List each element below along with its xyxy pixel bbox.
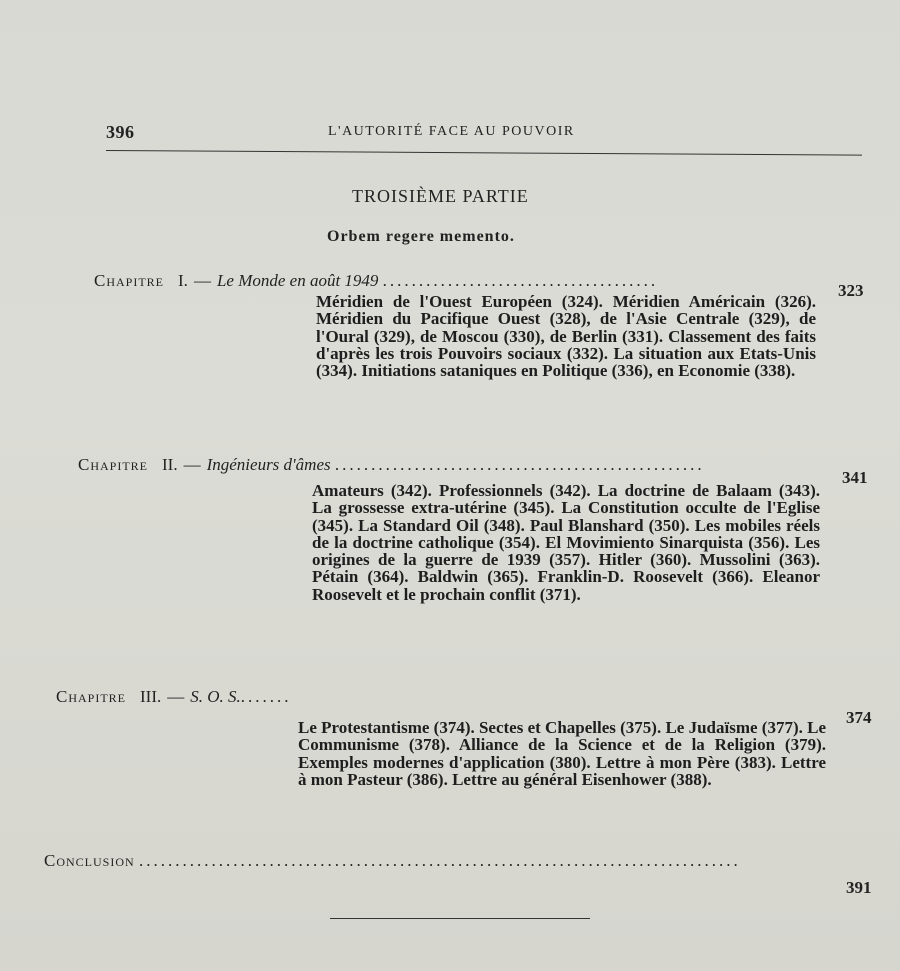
chapter-description: Méridien de l'Ouest Européen (324). Méridien Américain (326). Méridien du Pacifique Ouest (328), de l'Asie Centrale (329), de l'Oural (329), de Moscou (330), de Berlin (331). Classement des faits d'après les trois Pouvoirs sociaux (332). La situation aux Etats-Unis (334). Initiations sataniques en Politique (336), en Economie (338).	[316, 292, 816, 381]
leader-dots: .......	[240, 687, 292, 706]
part-motto: Orbem regere memento.	[327, 228, 515, 245]
toc-entry-chapter-2: Chapitre II. — Ingénieurs d'âmes ...................................................	[78, 455, 705, 474]
conclusion-page-number: 391	[846, 878, 872, 897]
chapter-description: Amateurs (342). Professionnels (342). La doctrine de Balaam (343). La grossesse extra-utérine (345). La Constitution occulte de l'Eglise (345). La Standard Oil (348). Paul Blanshard (350). Les mobiles réels de la doctrine catholique (354). El Movimiento Sinarquista (356). Les origines de la guerre de 1939 (357). Hitler (360). Mussolini (363). Pétain (364). Baldwin (365). Franklin-D. Roosevelt (366). Eleanor Roosevelt et le prochain conflit (371).	[312, 481, 820, 604]
chapter-page-number: 341	[842, 468, 868, 487]
toc-entry-chapter-1: Chapitre I. — Le Monde en août 1949 ......................................	[94, 271, 659, 290]
end-rule	[330, 918, 590, 919]
chapter-title: S. O. S.	[190, 687, 241, 706]
chapter-label: Chapitre	[78, 455, 149, 474]
chapter-description: Le Protestantisme (374). Sectes et Chapelles (375). Le Judaïsme (377). Le Communisme (378). Alliance de la Science et de la Religion (379). Exemples modernes d'application (380). Lettre à mon Père (383). Lettre à mon Pasteur (386). Lettre au général Eisenhower (388).	[298, 718, 827, 789]
chapter-number: I.	[178, 271, 188, 290]
chapter-label: Chapitre	[94, 271, 165, 290]
chapter-number: III.	[140, 687, 162, 706]
toc-entry-conclusion	[44, 851, 741, 871]
leader-dots: ...................................................................................	[138, 851, 741, 870]
conclusion-label: Conclusion	[44, 851, 135, 870]
running-title: L'AUTORITÉ FACE AU POUVOIR	[328, 124, 575, 139]
part-title: TROISIÈME PARTIE	[352, 186, 529, 206]
header-rule	[106, 150, 862, 156]
running-head	[106, 118, 862, 146]
toc-entry-chapter-3: Chapitre III. — S. O. S........	[56, 687, 292, 706]
chapter-title: Le Monde en août 1949	[216, 271, 379, 290]
chapter-number: II.	[162, 455, 178, 474]
chapter-title: Ingénieurs d'âmes	[206, 455, 331, 474]
page-number: 396	[106, 122, 135, 142]
leader-dots: ...................................................	[334, 455, 705, 474]
chapter-page-number: 323	[838, 281, 864, 300]
leader-dots: ......................................	[382, 271, 659, 290]
chapter-page-number: 374	[846, 708, 872, 727]
chapter-label: Chapitre	[56, 687, 127, 706]
